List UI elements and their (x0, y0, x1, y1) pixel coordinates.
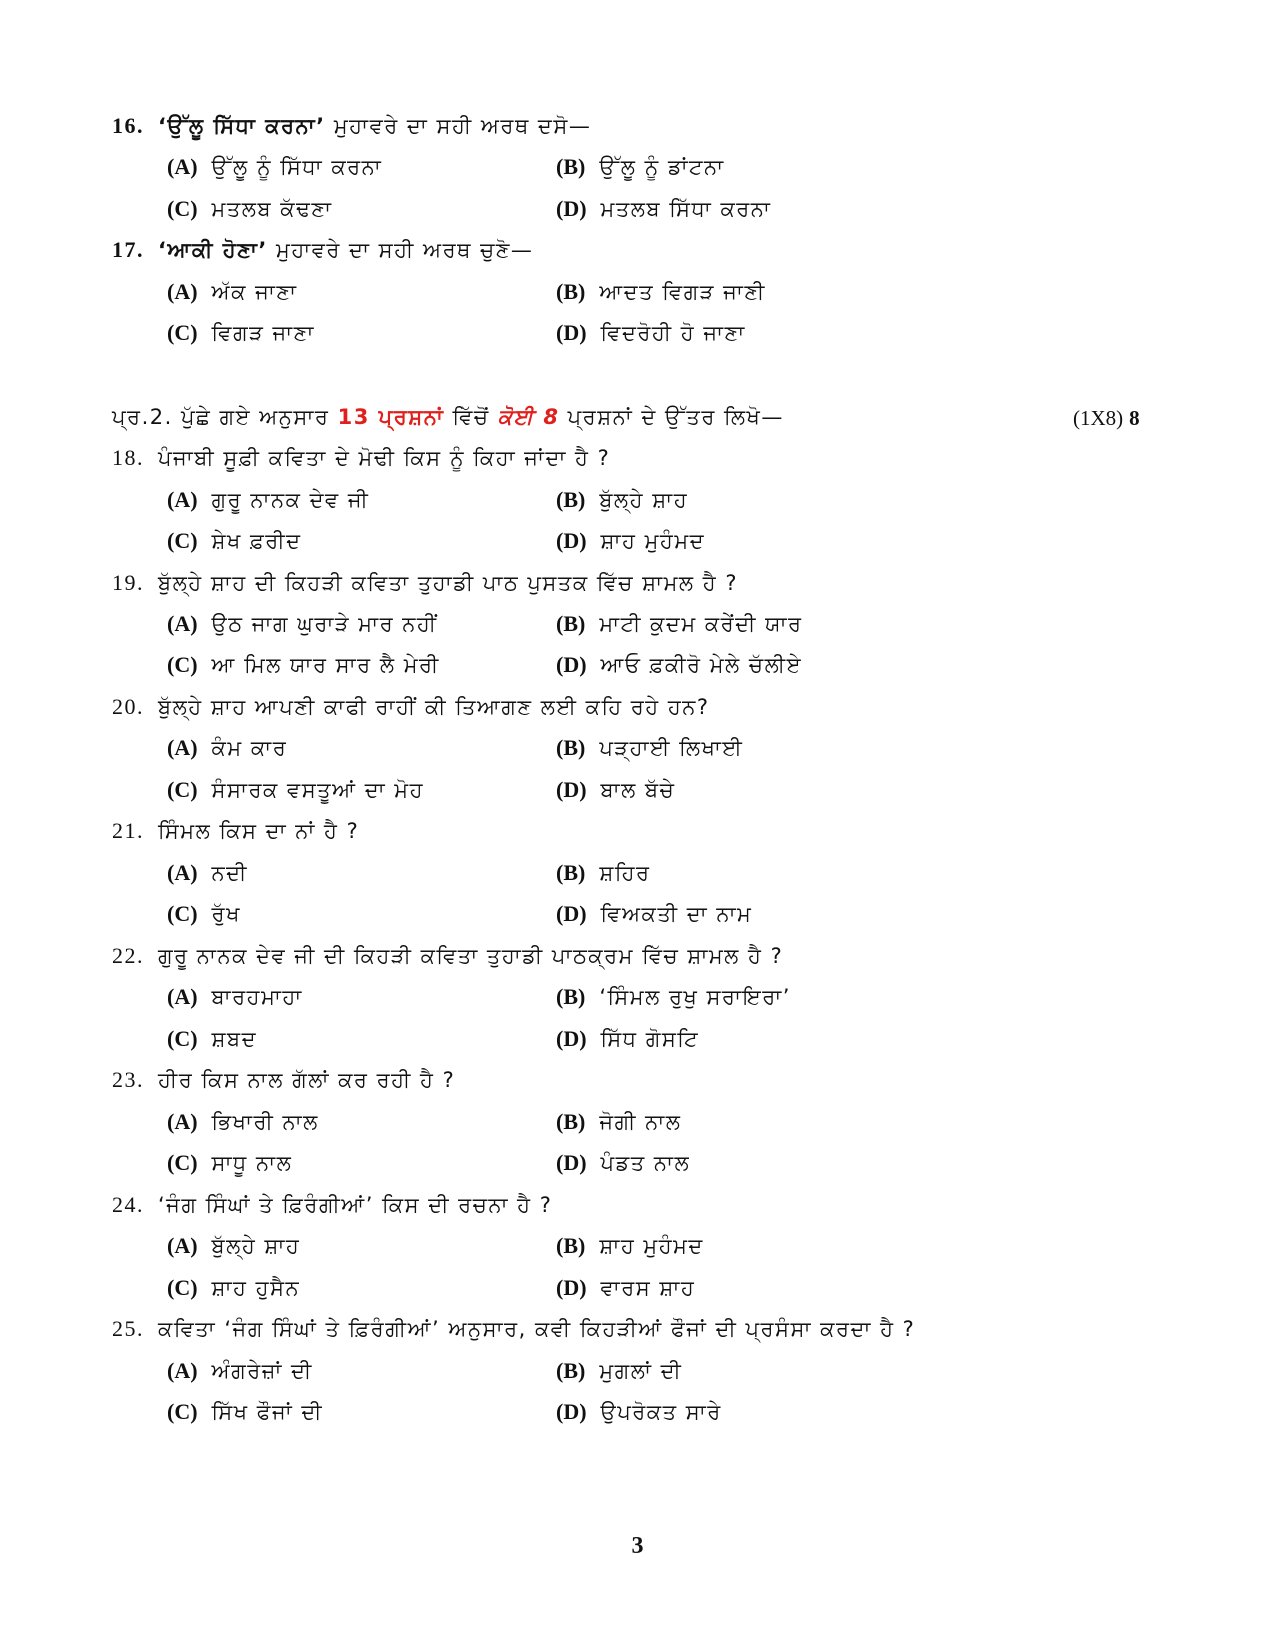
option-c (167, 899, 241, 929)
option-text: ਭਿਖਾਰੀ ਨਾਲ (211, 1110, 319, 1134)
question-text: ‘ਜੰਗ ਸਿੰਘਾਂ ਤੇ ਫ਼ਿਰੰਗੀਆਂ’ ਕਿਸ ਦੀ ਰਚਨਾ ਹੈ ? (158, 1193, 553, 1217)
option-label: (D) (556, 1150, 587, 1175)
option-c (167, 194, 333, 224)
option-label: (A) (167, 487, 198, 512)
option-label: (A) (167, 611, 198, 636)
option-b (556, 982, 791, 1012)
option-d (556, 1148, 690, 1178)
option-b (556, 152, 725, 182)
question-number: 20. (112, 694, 144, 719)
option-a (167, 1107, 319, 1137)
option-label: (B) (556, 1233, 586, 1258)
marks-total: 8 (1129, 406, 1140, 430)
option-label: (D) (556, 528, 587, 553)
option-text: ਪੜ੍ਹਾਈ ਲਿਖਾਈ (599, 736, 744, 760)
question-text: ਬੁੱਲ੍ਹੇ ਸ਼ਾਹ ਆਪਣੀ ਕਾਫੀ ਰਾਹੀਂ ਕੀ ਤਿਆਗਣ ਲਈ ਕਹਿ ਰਹੇ ਹਨ? (158, 695, 710, 719)
option-text: ਸ਼ਾਹ ਹੁਸੈਨ (211, 1276, 301, 1300)
option-text: ਵਿਅਕਤੀ ਦਾ ਨਾਮ (600, 902, 753, 926)
option-a (167, 858, 248, 888)
option-label: (B) (556, 154, 586, 179)
option-label: (A) (167, 984, 198, 1009)
option-text: ਸ਼ਾਹ ਮੁਹੰਮਦ (600, 529, 706, 553)
option-c (167, 1397, 323, 1427)
option-a (167, 152, 382, 182)
option-a (167, 1231, 300, 1261)
option-text: ਸ਼ਹਿਰ (599, 861, 651, 885)
option-label: (B) (556, 279, 586, 304)
option-label: (C) (167, 1026, 198, 1051)
option-label: (D) (556, 320, 587, 345)
option-label: (B) (556, 611, 586, 636)
option-c (167, 1273, 300, 1303)
option-label: (A) (167, 279, 198, 304)
question-text: ਮੁਹਾਵਰੇ ਦਾ ਸਹੀ ਅਰਥ ਦਸੋ— (325, 114, 592, 138)
option-label: (C) (167, 901, 198, 926)
section-text: ਪੁੱਛੇ ਗਏ ਅਨੁਸਾਰ (180, 405, 330, 429)
option-label: (D) (556, 652, 587, 677)
question-number: 25. (112, 1316, 144, 1341)
option-text: ਸਿੱਧ ਗੋਸਟਿ (600, 1027, 700, 1051)
option-text: ਸਾਧੂ ਨਾਲ (211, 1151, 293, 1175)
option-text: ਗੁਰੂ ਨਾਨਕ ਦੇਵ ਜੀ (211, 488, 370, 512)
idiom-term: ‘ਉੱਲੂ ਸਿੱਧਾ ਕਰਨਾ’ (158, 114, 326, 138)
option-b (556, 858, 651, 888)
option-b (556, 609, 803, 639)
question-text: ਹੀਰ ਕਿਸ ਨਾਲ ਗੱਲਾਂ ਕਰ ਰਹੀ ਹੈ ? (158, 1068, 456, 1092)
option-label: (A) (167, 1109, 198, 1134)
question-20 (112, 692, 710, 722)
option-label: (C) (167, 777, 198, 802)
option-c (167, 1024, 257, 1054)
option-d (556, 318, 746, 348)
option-text: ‘ਸਿੰਮਲ ਰੁਖੁ ਸਰਾਇਰਾ’ (599, 985, 791, 1009)
idiom-term: ‘ਆਕੀ ਹੋਣਾ’ (158, 238, 268, 262)
question-25 (112, 1314, 915, 1344)
page-number: 3 (631, 1533, 644, 1559)
option-label: (B) (556, 984, 586, 1009)
option-text: ਉੱਲੂ ਨੂੰ ਸਿੱਧਾ ਕਰਨਾ (211, 155, 383, 179)
option-text: ਕੰਮ ਕਾਰ (211, 736, 288, 760)
question-22 (112, 941, 783, 971)
option-label: (C) (167, 528, 198, 553)
option-text: ਰੁੱਖ (211, 902, 241, 926)
option-d (556, 899, 752, 929)
section-text: ਪ੍ਰਸ਼ਨਾਂ ਦੇ ਉੱਤਰ ਲਿਖੋ— (567, 405, 784, 429)
option-a (167, 277, 298, 307)
question-number: 18. (112, 445, 144, 470)
question-number: 16. (112, 113, 144, 138)
section-prefix: ਪ੍ਰ.2. (112, 405, 173, 429)
question-23 (112, 1065, 455, 1095)
option-text: ਆ ਮਿਲ ਯਾਰ ਸਾਰ ਲੈ ਮੇਰੀ (211, 653, 440, 677)
option-label: (A) (167, 154, 198, 179)
section-marks (1073, 403, 1140, 433)
option-text: ਜੋਗੀ ਨਾਲ (599, 1110, 682, 1134)
option-label: (D) (556, 1026, 587, 1051)
option-label: (B) (556, 487, 586, 512)
option-text: ਉਠ ਜਾਗ ਘੁਰਾੜੇ ਮਾਰ ਨਹੀਂ (211, 612, 438, 636)
question-21 (112, 816, 359, 846)
option-text: ਅੰਗਰੇਜ਼ਾਂ ਦੀ (211, 1359, 313, 1383)
question-number: 17. (112, 237, 144, 262)
option-text: ਨਦੀ (211, 861, 248, 885)
option-c (167, 775, 424, 805)
option-label: (C) (167, 196, 198, 221)
option-text: ਸ਼ਬਦ (211, 1027, 258, 1051)
option-a (167, 485, 369, 515)
option-label: (B) (556, 735, 586, 760)
option-text: ਅੱਕ ਜਾਣਾ (211, 280, 298, 304)
option-text: ਉੱਲੂ ਨੂੰ ਡਾਂਟਨਾ (599, 155, 725, 179)
question-text: ਗੁਰੂ ਨਾਨਕ ਦੇਵ ਜੀ ਦੀ ਕਿਹੜੀ ਕਵਿਤਾ ਤੁਹਾਡੀ ਪਾਠਕ੍ਰਮ ਵਿੱਚ ਸ਼ਾਮਲ ਹੈ ? (158, 944, 784, 968)
section-highlight-choice: ਕੋਈ 8 (497, 405, 560, 429)
question-text: ਕਵਿਤਾ ‘ਜੰਗ ਸਿੰਘਾਂ ਤੇ ਫ਼ਿਰੰਗੀਆਂ’ ਅਨੁਸਾਰ, ਕਵੀ ਕਿਹੜੀਆਂ ਫੌਜਾਂ ਦੀ ਪ੍ਰਸੰਸਾ ਕਰਦਾ ਹੈ ? (158, 1317, 916, 1341)
option-label: (C) (167, 652, 198, 677)
section-instruction (112, 402, 784, 432)
option-b (556, 733, 743, 763)
option-d (556, 1024, 699, 1054)
option-text: ਵਾਰਸ ਸ਼ਾਹ (600, 1276, 696, 1300)
option-label: (B) (556, 1358, 586, 1383)
question-16 (112, 111, 591, 141)
option-c (167, 526, 302, 556)
option-label: (A) (167, 860, 198, 885)
option-b (556, 277, 766, 307)
option-label: (A) (167, 1233, 198, 1258)
option-text: ਬਾਲ ਬੱਚੇ (600, 778, 676, 802)
question-number: 21. (112, 818, 144, 843)
question-text: ਮੁਹਾਵਰੇ ਦਾ ਸਹੀ ਅਰਥ ਚੁਣੋ— (267, 238, 534, 262)
question-number: 22. (112, 943, 144, 968)
option-label: (B) (556, 1109, 586, 1134)
option-text: ਬਾਰਹਮਾਹਾ (211, 985, 303, 1009)
option-d (556, 1273, 695, 1303)
option-label: (C) (167, 1399, 198, 1424)
option-a (167, 982, 303, 1012)
option-a (167, 733, 287, 763)
section-text: ਵਿੱਚੋਂ (452, 405, 490, 429)
question-number: 19. (112, 570, 144, 595)
question-text: ਬੁੱਲ੍ਹੇ ਸ਼ਾਹ ਦੀ ਕਿਹੜੀ ਕਵਿਤਾ ਤੁਹਾਡੀ ਪਾਠ ਪੁਸਤਕ ਵਿੱਚ ਸ਼ਾਮਲ ਹੈ ? (158, 571, 738, 595)
option-a (167, 1356, 313, 1386)
option-text: ਵਿਦਰੋਹੀ ਹੋ ਜਾਣਾ (600, 321, 746, 345)
option-text: ਉਪਰੋਕਤ ਸਾਰੇ (600, 1400, 722, 1424)
option-d (556, 650, 802, 680)
option-text: ਮਤਲਬ ਕੱਢਣਾ (211, 197, 333, 221)
option-c (167, 650, 440, 680)
question-text: ਸਿੰਮਲ ਕਿਸ ਦਾ ਨਾਂ ਹੈ ? (158, 819, 360, 843)
option-label: (C) (167, 1150, 198, 1175)
option-c (167, 1148, 292, 1178)
option-text: ਵਿਗੜ ਜਾਣਾ (211, 321, 315, 345)
option-label: (D) (556, 777, 587, 802)
option-label: (C) (167, 1275, 198, 1300)
option-b (556, 485, 688, 515)
option-text: ਬੁੱਲ੍ਹੇ ਸ਼ਾਹ (211, 1234, 301, 1258)
question-number: 23. (112, 1067, 144, 1092)
option-b (556, 1107, 681, 1137)
option-c (167, 318, 315, 348)
option-text: ਸ਼ੇਖ ਫ਼ਰੀਦ (211, 529, 302, 553)
option-text: ਆਓ ਫ਼ਕੀਰੋ ਮੇਲੇ ਚੱਲੀਏ (600, 653, 803, 677)
option-label: (D) (556, 1399, 587, 1424)
option-label: (D) (556, 1275, 587, 1300)
option-text: ਆਦਤ ਵਿਗੜ ਜਾਣੀ (599, 280, 766, 304)
option-d (556, 526, 705, 556)
option-d (556, 775, 675, 805)
question-18 (112, 443, 610, 473)
option-d (556, 1397, 722, 1427)
option-label: (C) (167, 320, 198, 345)
option-b (556, 1231, 704, 1261)
question-text: ਪੰਜਾਬੀ ਸੂਫ਼ੀ ਕਵਿਤਾ ਦੇ ਮੋਢੀ ਕਿਸ ਨੂੰ ਕਿਹਾ ਜਾਂਦਾ ਹੈ ? (158, 446, 611, 470)
section-highlight-count: 13 ਪ੍ਰਸ਼ਨਾਂ (337, 405, 445, 429)
option-text: ਮੁਗਲਾਂ ਦੀ (599, 1359, 683, 1383)
question-24 (112, 1190, 552, 1220)
option-text: ਸਿੱਖ ਫੌਜਾਂ ਦੀ (211, 1400, 324, 1424)
question-number: 24. (112, 1192, 144, 1217)
question-17 (112, 235, 533, 265)
option-text: ਮਾਟੀ ਕੁਦਮ ਕਰੇਂਦੀ ਯਾਰ (599, 612, 803, 636)
option-b (556, 1356, 682, 1386)
option-text: ਸੰਸਾਰਕ ਵਸਤੂਆਂ ਦਾ ਮੋਹ (211, 778, 424, 802)
question-19 (112, 568, 738, 598)
option-label: (D) (556, 901, 587, 926)
option-d (556, 194, 771, 224)
option-label: (B) (556, 860, 586, 885)
option-text: ਬੁੱਲ੍ਹੇ ਸ਼ਾਹ (599, 488, 689, 512)
option-a (167, 609, 438, 639)
option-label: (A) (167, 735, 198, 760)
option-label: (A) (167, 1358, 198, 1383)
option-text: ਮਤਲਬ ਸਿੱਧਾ ਕਰਨਾ (600, 197, 772, 221)
option-text: ਸ਼ਾਹ ਮੁਹੰਮਦ (599, 1234, 704, 1258)
marks-breakdown: (1X8) (1073, 406, 1124, 430)
option-label: (D) (556, 196, 587, 221)
option-text: ਪੰਡਤ ਨਾਲ (600, 1151, 691, 1175)
